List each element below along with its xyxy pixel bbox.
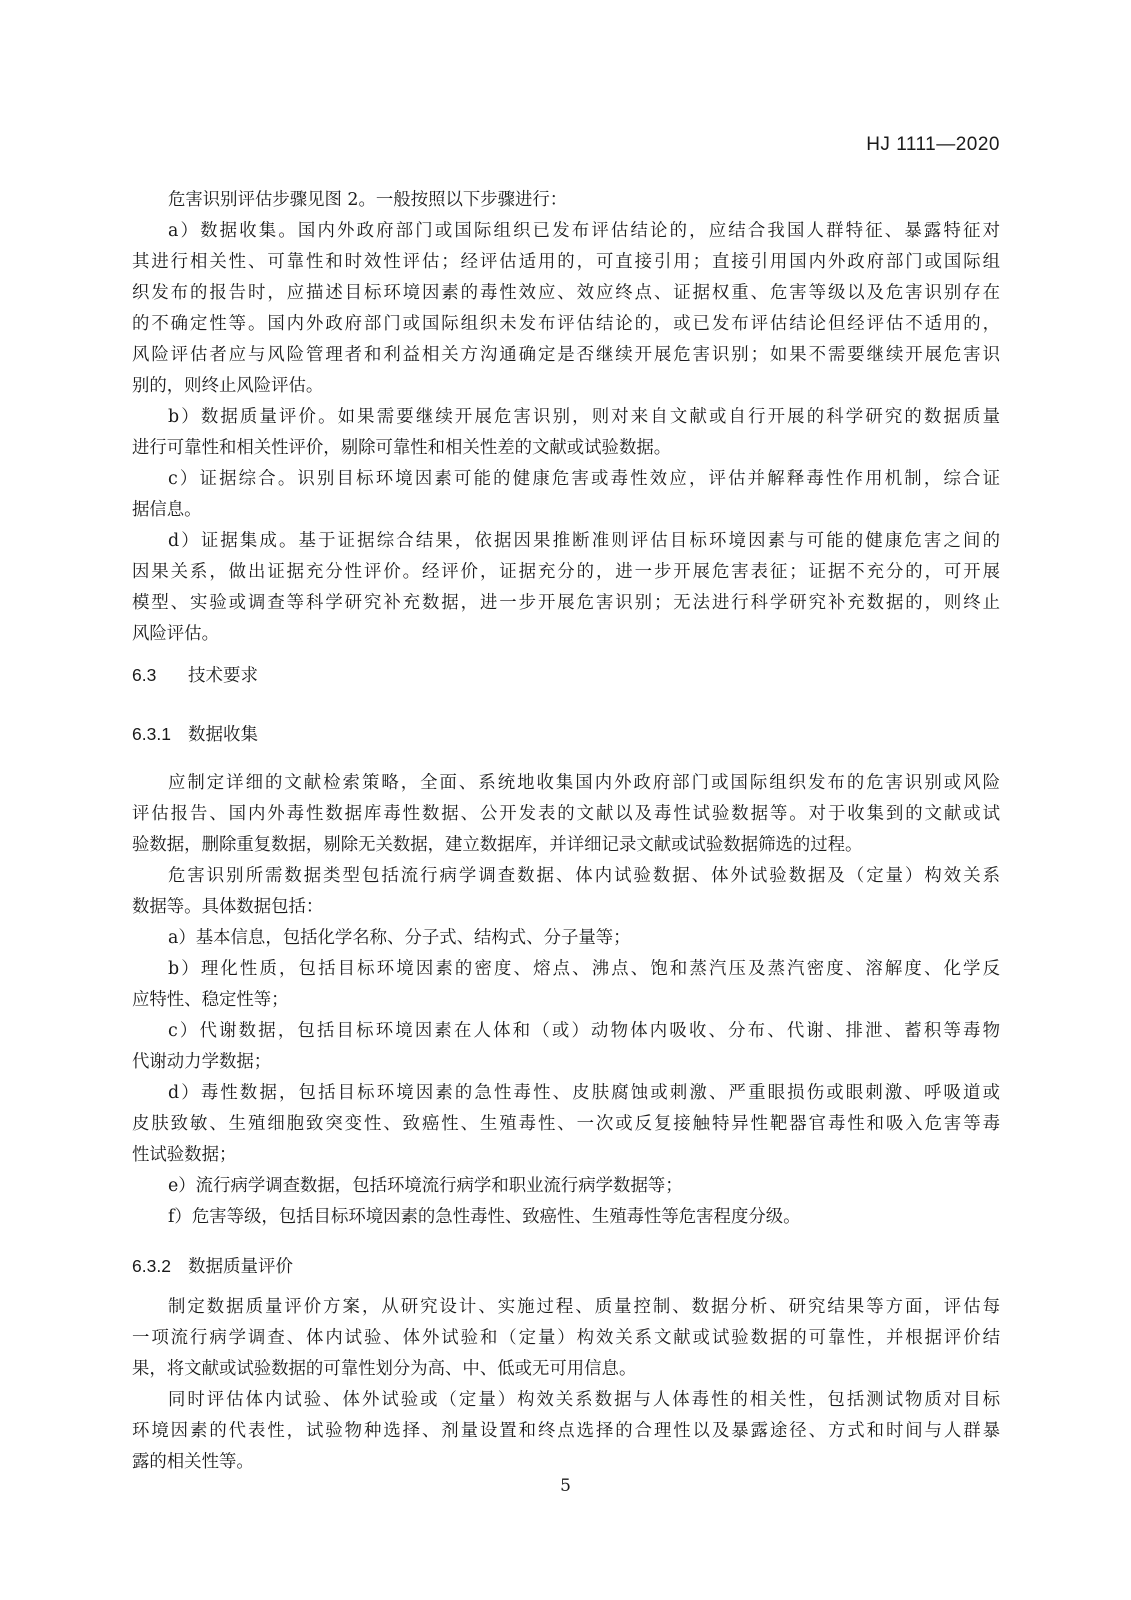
section-number: 6.3.2 (132, 1256, 171, 1276)
text-line: 露的相关性等。 (132, 1452, 254, 1472)
text-line: c）代谢数据，包括目标环境因素在人体和（或）动物体内吸收、分布、代谢、排泄、蓄积等毒物 (168, 1021, 1000, 1041)
section-number: 6.3 (132, 665, 157, 685)
text-line: 同时评估体内试验、体外试验或（定量）构效关系数据与人体毒性的相关性，包括测试物质对目标 (168, 1390, 1000, 1410)
section-title: 数据收集 (188, 724, 258, 744)
text-line: 应特性、稳定性等； (132, 990, 289, 1010)
paragraph (132, 464, 1000, 526)
intro-section (132, 185, 1000, 650)
text-line: f）危害等级，包括目标环境因素的急性毒性、致癌性、生殖毒性等危害程度分级。 (168, 1207, 801, 1227)
page-number: 5 (560, 1476, 571, 1496)
section-number: 6.3.1 (132, 724, 171, 744)
section-heading-6-3 (132, 660, 1000, 691)
text-line: 验数据，删除重复数据，剔除无关数据，建立数据库，并详细记录文献或试验数据筛选的过程。 (132, 835, 863, 855)
section-heading-6-3-1 (132, 719, 1000, 750)
text-line: 进行可靠性和相关性评价，剔除可靠性和相关性差的文献或试验数据。 (132, 438, 672, 458)
text-line: d）毒性数据，包括目标环境因素的急性毒性、皮肤腐蚀或刺激、严重眼损伤或眼刺激、呼吸道或 (168, 1083, 1000, 1103)
text-line: a）基本信息，包括化学名称、分子式、结构式、分子量等； (168, 928, 631, 948)
paragraph (132, 1078, 1000, 1171)
text-line: 风险评估者应与风险管理者和利益相关方沟通确定是否继续开展危害识别；如果不需要继续开展危害识 (132, 345, 1000, 365)
paragraph (132, 185, 1000, 216)
paragraph (132, 1016, 1000, 1078)
text-line: 果，将文献或试验数据的可靠性划分为高、中、低或无可用信息。 (132, 1359, 637, 1379)
text-line: 织发布的报告时，应描述目标环境因素的毒性效应、效应终点、证据权重、危害等级以及危害识别存在 (132, 283, 1000, 303)
text-line: 一项流行病学调查、体内试验、体外试验和（定量）构效关系文献或试验数据的可靠性，并根据评价结 (132, 1328, 1000, 1348)
paragraph (132, 402, 1000, 464)
paragraph (132, 1202, 1000, 1233)
section-title: 技术要求 (188, 665, 258, 685)
section-6-3-2-body (132, 1292, 1000, 1478)
text-line: 风险评估。 (132, 624, 219, 644)
section-heading-6-3-2 (132, 1251, 1000, 1282)
text-line: 别的，则终止风险评估。 (132, 376, 324, 396)
page-content (132, 185, 1000, 1478)
paragraph (132, 954, 1000, 1016)
text-line: 制定数据质量评价方案，从研究设计、实施过程、质量控制、数据分析、研究结果等方面，评估每 (168, 1297, 1000, 1317)
paragraph (132, 861, 1000, 923)
text-line: 模型、实验或调查等科学研究补充数据，进一步开展危害识别；无法进行科学研究补充数据的，则终止 (132, 593, 1000, 613)
text-line: b）理化性质，包括目标环境因素的密度、熔点、沸点、饱和蒸汽压及蒸汽密度、溶解度、化学反 (168, 959, 1000, 979)
text-line: 危害识别所需数据类型包括流行病学调查数据、体内试验数据、体外试验数据及（定量）构效关系 (168, 866, 1000, 886)
section-6-3-1-body (132, 768, 1000, 1233)
text-line: d）证据集成。基于证据综合结果，依据因果推断准则评估目标环境因素与可能的健康危害之间的 (168, 531, 1000, 551)
text-line: 数据等。具体数据包括： (132, 897, 324, 917)
text-line: 危害识别评估步骤见图 2。一般按照以下步骤进行： (168, 190, 568, 210)
standard-number: HJ 1111—2020 (866, 134, 1000, 155)
text-line: 其进行相关性、可靠性和时效性评估；经评估适用的，可直接引用；直接引用国内外政府部门或国际组 (132, 252, 1000, 272)
paragraph (132, 1385, 1000, 1478)
text-line: e）流行病学调查数据，包括环境流行病学和职业流行病学数据等； (168, 1176, 683, 1196)
text-line: 性试验数据； (132, 1145, 237, 1165)
text-line: 因果关系，做出证据充分性评价。经评价，证据充分的，进一步开展危害表征；证据不充分的，可开展 (132, 562, 1000, 582)
text-line: a）数据收集。国内外政府部门或国际组织已发布评估结论的，应结合我国人群特征、暴露特征对 (168, 221, 1000, 241)
text-line: 皮肤致敏、生殖细胞致突变性、致癌性、生殖毒性、一次或反复接触特异性靶器官毒性和吸入危害等毒 (132, 1114, 1000, 1134)
text-line: 的不确定性等。国内外政府部门或国际组织未发布评估结论的，或已发布评估结论但经评估不适用的， (132, 314, 1000, 334)
paragraph (132, 1292, 1000, 1385)
paragraph (132, 923, 1000, 954)
section-title: 数据质量评价 (188, 1256, 293, 1276)
paragraph (132, 216, 1000, 402)
text-line: c）证据综合。识别目标环境因素可能的健康危害或毒性效应，评估并解释毒性作用机制，综合证 (168, 469, 1000, 489)
text-line: 据信息。 (132, 500, 202, 520)
text-line: 应制定详细的文献检索策略，全面、系统地收集国内外政府部门或国际组织发布的危害识别或风险 (168, 773, 1000, 793)
text-line: 评估报告、国内外毒性数据库毒性数据、公开发表的文献以及毒性试验数据等。对于收集到的文献或试 (132, 804, 1000, 824)
paragraph (132, 1171, 1000, 1202)
paragraph (132, 768, 1000, 861)
text-line: 代谢动力学数据； (132, 1052, 272, 1072)
paragraph (132, 526, 1000, 650)
text-line: 环境因素的代表性，试验物种选择、剂量设置和终点选择的合理性以及暴露途径、方式和时间与人群暴 (132, 1421, 1000, 1441)
text-line: b）数据质量评价。如果需要继续开展危害识别，则对来自文献或自行开展的科学研究的数据质量 (168, 407, 1000, 427)
